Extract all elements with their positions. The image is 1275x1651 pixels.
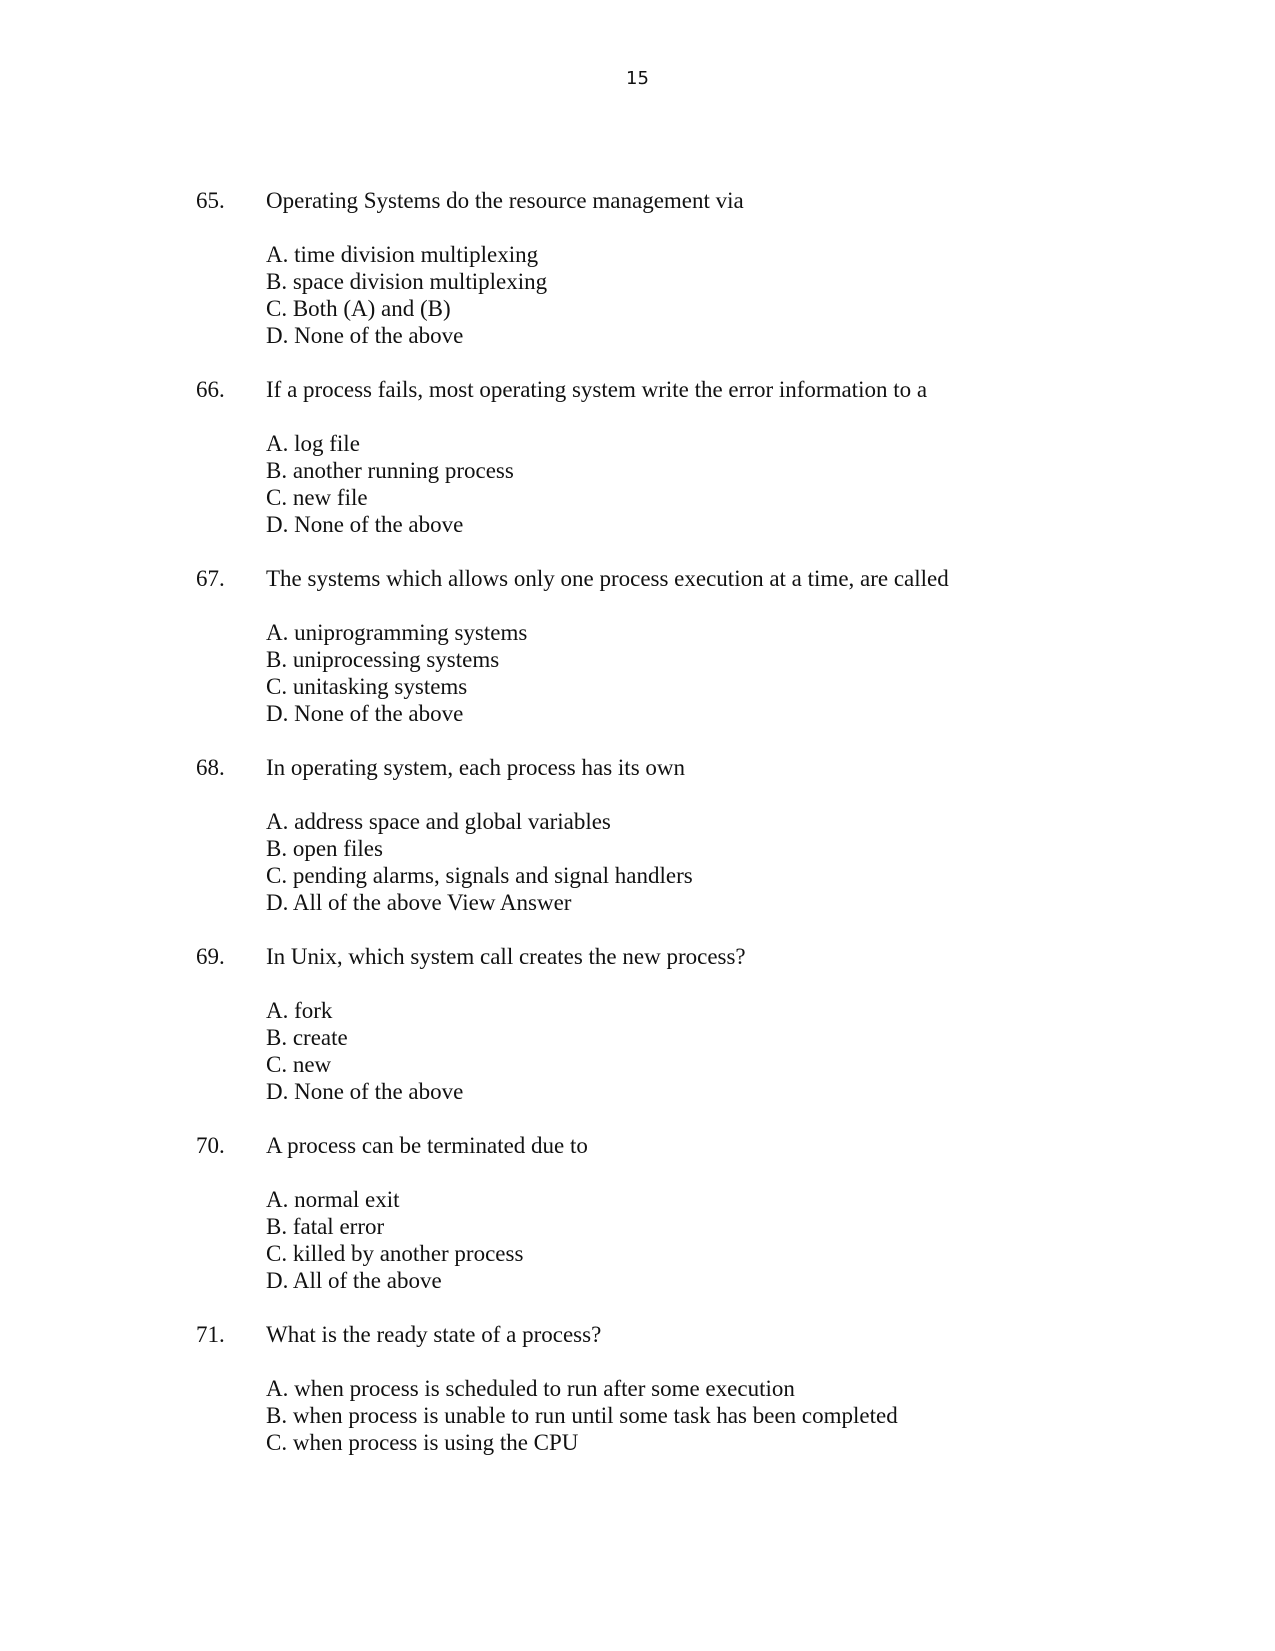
- question-number: 70.: [196, 1133, 225, 1158]
- option-b: B. open files: [266, 836, 383, 861]
- question-number: 71.: [196, 1322, 225, 1347]
- question-text: Operating Systems do the resource management via: [266, 188, 744, 213]
- question-text: The systems which allows only one process execution at a time, are called: [266, 566, 949, 591]
- page-number: 15: [626, 68, 649, 89]
- question-66: [0, 377, 1275, 566]
- option-b: B. another running process: [266, 458, 514, 483]
- option-a: A. address space and global variables: [266, 809, 611, 834]
- option-d: D. None of the above: [266, 701, 464, 726]
- option-b: B. when process is unable to run until some task has been completed: [266, 1403, 898, 1428]
- option-d: D. None of the above: [266, 512, 464, 537]
- option-list: [266, 997, 463, 1105]
- question-number: 69.: [196, 944, 225, 969]
- option-b: B. create: [266, 1025, 348, 1050]
- option-d: D. All of the above: [266, 1268, 442, 1293]
- question-number: 67.: [196, 566, 225, 591]
- option-a: A. log file: [266, 431, 360, 456]
- question-67: [0, 566, 1275, 755]
- question-number: 68.: [196, 755, 225, 780]
- option-a: A. when process is scheduled to run after some execution: [266, 1376, 795, 1401]
- option-c: C. new: [266, 1052, 332, 1077]
- option-list: [266, 430, 514, 538]
- question-69: [0, 944, 1275, 1133]
- option-a: A. time division multiplexing: [266, 242, 539, 267]
- question-71: [0, 1322, 1275, 1511]
- option-c: C. unitasking systems: [266, 674, 468, 699]
- question-list: [0, 188, 1275, 1511]
- option-b: B. space division multiplexing: [266, 269, 548, 294]
- question-70: [0, 1133, 1275, 1322]
- option-c: C. when process is using the CPU: [266, 1430, 579, 1455]
- option-d: D. None of the above: [266, 323, 464, 348]
- option-d: D. All of the above View Answer: [266, 890, 572, 915]
- option-a: A. fork: [266, 998, 333, 1023]
- question-text: A process can be terminated due to: [266, 1133, 588, 1158]
- question-65: [0, 188, 1275, 377]
- option-b: B. uniprocessing systems: [266, 647, 500, 672]
- question-68: [0, 755, 1275, 944]
- question-text: In operating system, each process has its own: [266, 755, 686, 780]
- option-a: A. uniprogramming systems: [266, 620, 528, 645]
- question-text: If a process fails, most operating system write the error information to a: [266, 377, 928, 402]
- option-b: B. fatal error: [266, 1214, 385, 1239]
- option-list: [266, 808, 693, 916]
- question-number: 66.: [196, 377, 225, 402]
- option-c: C. Both (A) and (B): [266, 296, 451, 321]
- option-c: C. killed by another process: [266, 1241, 524, 1266]
- question-text: In Unix, which system call creates the new process?: [266, 944, 746, 969]
- option-list: [266, 241, 547, 349]
- option-c: C. pending alarms, signals and signal handlers: [266, 863, 693, 888]
- option-list: [266, 1375, 898, 1456]
- option-d: D. None of the above: [266, 1079, 464, 1104]
- option-c: C. new file: [266, 485, 368, 510]
- option-list: [266, 1186, 523, 1294]
- question-number: 65.: [196, 188, 225, 213]
- option-a: A. normal exit: [266, 1187, 400, 1212]
- option-list: [266, 619, 527, 727]
- question-text: What is the ready state of a process?: [266, 1322, 602, 1347]
